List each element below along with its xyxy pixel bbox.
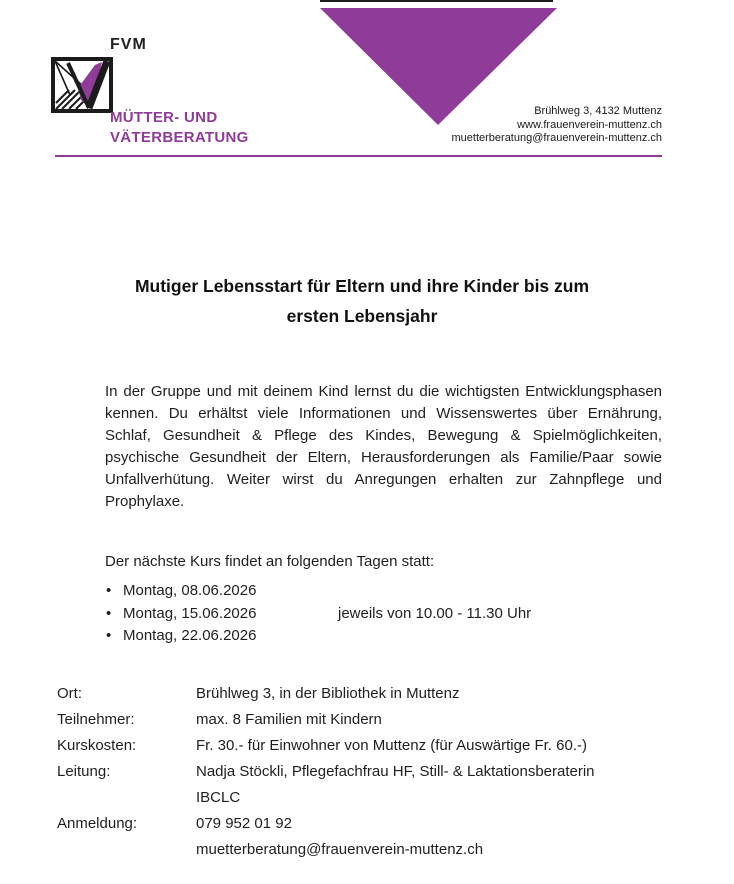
contact-email: muetterberatung@frauenverein-muttenz.ch bbox=[451, 132, 662, 144]
fvm-envelope-logo-icon bbox=[51, 57, 113, 113]
table-row bbox=[57, 759, 672, 811]
page-title-line1: Mutiger Lebensstart für Eltern und ihre Kinder bis zum bbox=[134, 276, 590, 296]
course-date: Montag, 15.06.2026 bbox=[123, 604, 257, 622]
detail-email: muetterberatung@frauenverein-muttenz.ch bbox=[196, 841, 484, 858]
org-wordmark-line1: MÜTTER- UND bbox=[110, 109, 218, 126]
detail-value: Fr. 30.- für Einwohner von Muttenz (für Auswärtige Fr. 60.-) bbox=[196, 737, 587, 754]
table-row bbox=[57, 707, 672, 733]
course-date: Montag, 22.06.2026 bbox=[123, 627, 257, 644]
schedule-intro: Der nächste Kurs findet an folgenden Tagen statt: bbox=[105, 553, 435, 570]
bullet-icon: • bbox=[106, 604, 112, 622]
page-title bbox=[57, 271, 667, 331]
detail-value bbox=[196, 759, 672, 811]
detail-value: Brühlweg 3, in der Bibliothek in Muttenz bbox=[196, 685, 460, 702]
detail-value: max. 8 Familien mit Kindern bbox=[196, 711, 382, 728]
list-item bbox=[105, 603, 565, 626]
bullet-icon: • bbox=[106, 627, 112, 644]
detail-label: Teilnehmer: bbox=[57, 711, 135, 728]
table-row bbox=[57, 681, 672, 707]
detail-label: Ort: bbox=[57, 685, 82, 702]
intro-paragraph: In der Gruppe und mit deinem Kind lernst du die wichtigsten Entwicklungsphasen kennen. Du erhältst viele Informationen und Wissenswertes über Ernährung, Schlaf, Gesundheit & Pflege des Kindes, Bewegung & Spielmöglichkeiten, psychische Gesundheit der Eltern, Herausforderungen als Familie/Paar sowie Unfallverhütung. Weiter wirst du Anregungen erhalten zur Zahnpflege und Prophylaxe. bbox=[105, 383, 662, 510]
detail-label: Leitung: bbox=[57, 763, 111, 780]
org-wordmark-line2: VÄTERBERATUNG bbox=[110, 129, 249, 146]
table-row bbox=[57, 733, 672, 759]
contact-block bbox=[452, 105, 663, 146]
course-dates-list bbox=[105, 580, 565, 648]
list-item bbox=[105, 580, 565, 603]
header-divider bbox=[55, 155, 662, 157]
org-wordmark bbox=[110, 108, 249, 148]
detail-value-line1: Nadja Stöckli, Pflegefachfrau HF, Still- & Laktationsberaterin bbox=[196, 763, 595, 780]
detail-value-line2: IBCLC bbox=[196, 789, 241, 806]
list-item bbox=[105, 625, 565, 648]
contact-street: Brühlweg 3, 4132 Muttenz bbox=[534, 105, 662, 117]
detail-label: Anmeldung: bbox=[57, 815, 138, 832]
detail-phone: 079 952 01 92 bbox=[196, 815, 292, 832]
course-details-table bbox=[57, 681, 672, 863]
bullet-icon: • bbox=[106, 582, 112, 599]
detail-label: Kurskosten: bbox=[57, 737, 137, 754]
contact-website: www.frauenverein-muttenz.ch bbox=[517, 118, 662, 131]
org-abbreviation: FVM bbox=[110, 36, 147, 53]
page-title-line2: ersten Lebensjahr bbox=[286, 306, 438, 326]
table-row bbox=[57, 811, 672, 863]
course-time-note: jeweils von 10.00 - 11.30 Uhr bbox=[338, 604, 532, 622]
course-date: Montag, 08.06.2026 bbox=[123, 582, 257, 599]
scan-edge-artifact bbox=[320, 0, 553, 2]
detail-value bbox=[196, 811, 672, 863]
